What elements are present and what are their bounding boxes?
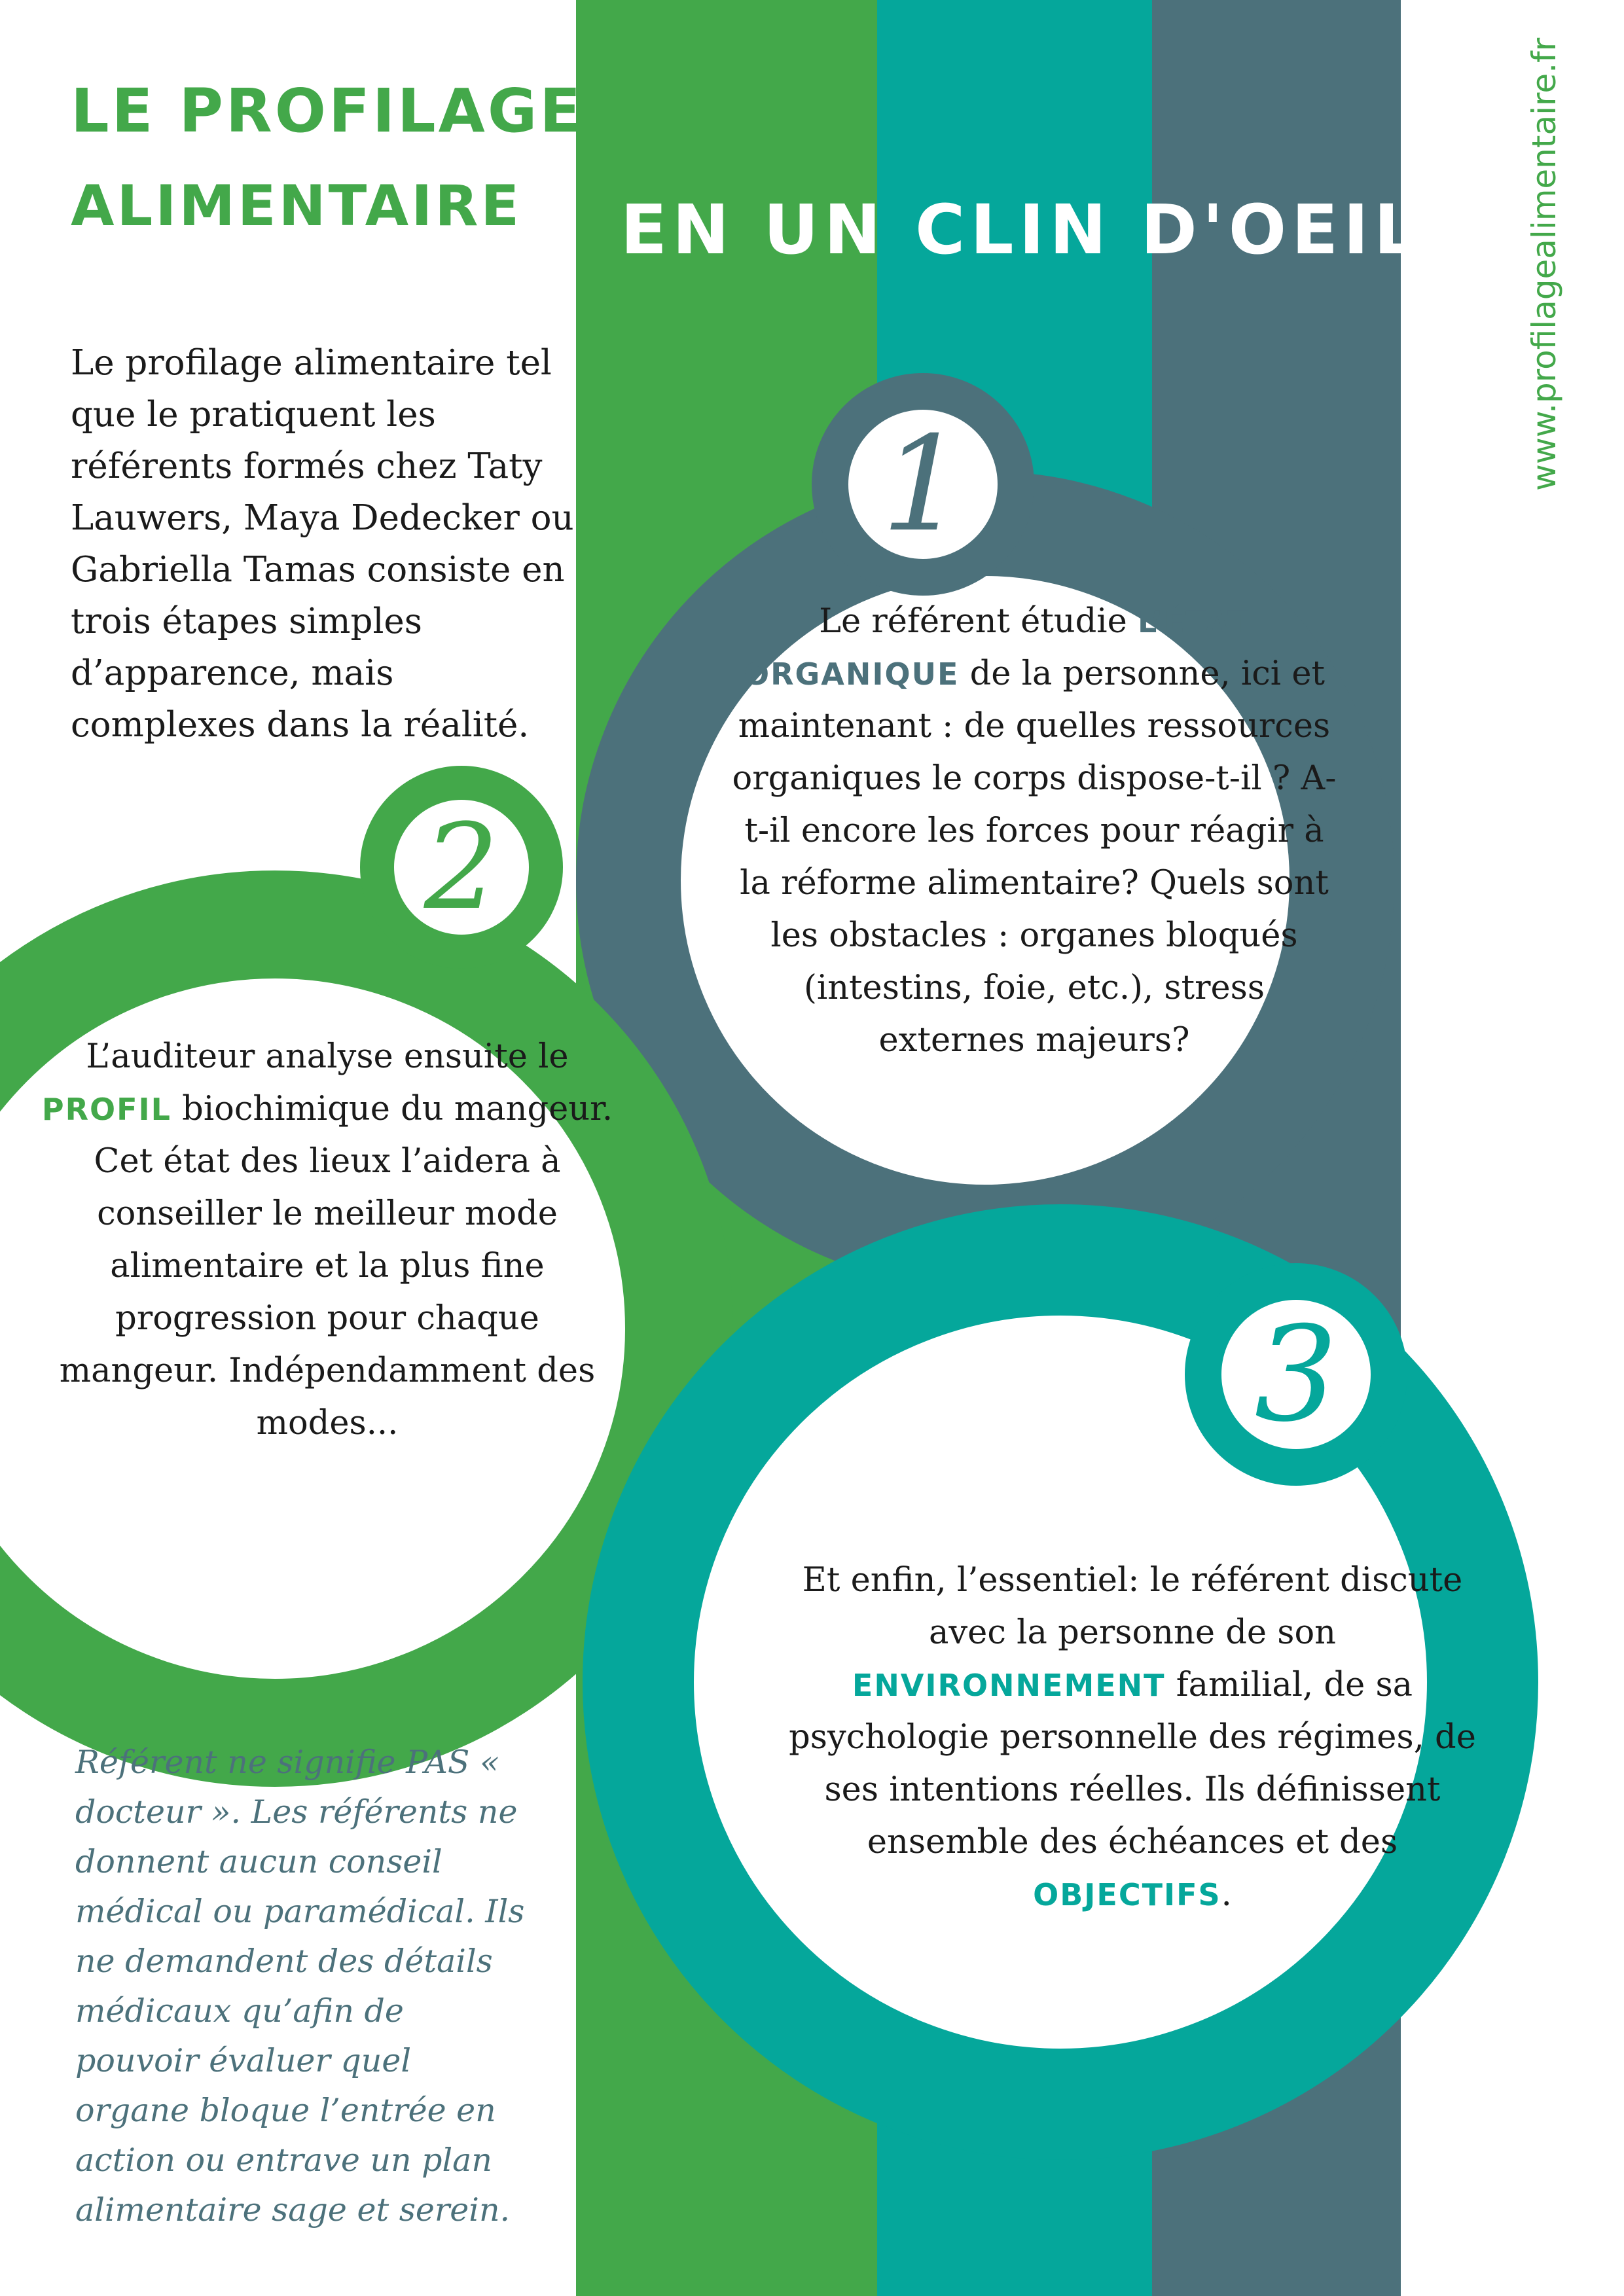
step-3-number-badge (1185, 1263, 1407, 1486)
step-1-text-before: Le référent étudie (819, 602, 1138, 641)
disclaimer-note: Référent ne signifie PAS « docteur ». Les référents ne donnent aucun conseil médical ou paramédical. Ils ne demandent des détails médicaux qu’afin de pouvoir évaluer quel organe bloque l’entrée en action ou entrave un plan alimentaire sage et serein. (75, 1744, 525, 2229)
step-3-keyword: ENVIRONNEMENT (852, 1668, 1166, 1703)
step-3-text (772, 1554, 1492, 1921)
step-3-text-middle: familial, de sa psychologie personnelle des régimes, de ses intentions réelles. Ils définissent ensemble des échéances et des (789, 1666, 1476, 1861)
step-2-number: 2 (424, 798, 499, 936)
step-2-text-after: biochimique du mangeur. Cet état des lieux l’aidera à conseiller le meilleur mode alimentaire et la plus fine progression pour chaque mangeur. Indépendamment des modes... (59, 1090, 613, 1443)
step-3-text-before: Et enfin, l’essentiel: le référent discute avec la personne de son (802, 1561, 1463, 1652)
step-1-text (727, 596, 1342, 1067)
step-2-keyword: PROFIL (41, 1092, 171, 1127)
page-subtitle: EN UN CLIN D'OEIL (621, 190, 1423, 270)
page-title (71, 65, 583, 255)
intro-paragraph: Le profilage alimentaire tel que le pratiquent les référents formés chez Taty Lauwers, Maya Dedecker ou Gabriella Tamas consiste en trois étapes simples d’apparence, mais complexes dans la réalité. (71, 343, 574, 745)
title-line-2: ALIMENTAIRE (71, 173, 522, 239)
step-2-text-before: L’auditeur analyse ensuite le (86, 1037, 569, 1076)
step-3-text-after: . (1221, 1875, 1232, 1914)
step-1-number-badge (812, 373, 1034, 596)
step-2-number-badge (360, 766, 563, 969)
step-1-text-after: de la personne, ici et maintenant : de quelles ressources organiques le corps dispose-t-il ? A-t-il encore les forces pour réagir à la réforme alimentaire? Quels sont les obstacles : organes bloqués (intestins, foie, etc.), stress externes majeurs? (732, 655, 1337, 1060)
step-1-number: 1 (881, 408, 965, 561)
title-line-1: LE PROFILAGE (71, 76, 584, 146)
website-url: www.profilagealimentaire.fr (1525, 37, 1563, 491)
step-3-keyword-2: OBJECTIFS (1033, 1877, 1221, 1912)
step-1-keyword: L’ÉTAT ORGANIQUE (743, 604, 1250, 692)
step-3-number: 3 (1254, 1298, 1338, 1451)
step-2-text (39, 1031, 615, 1450)
